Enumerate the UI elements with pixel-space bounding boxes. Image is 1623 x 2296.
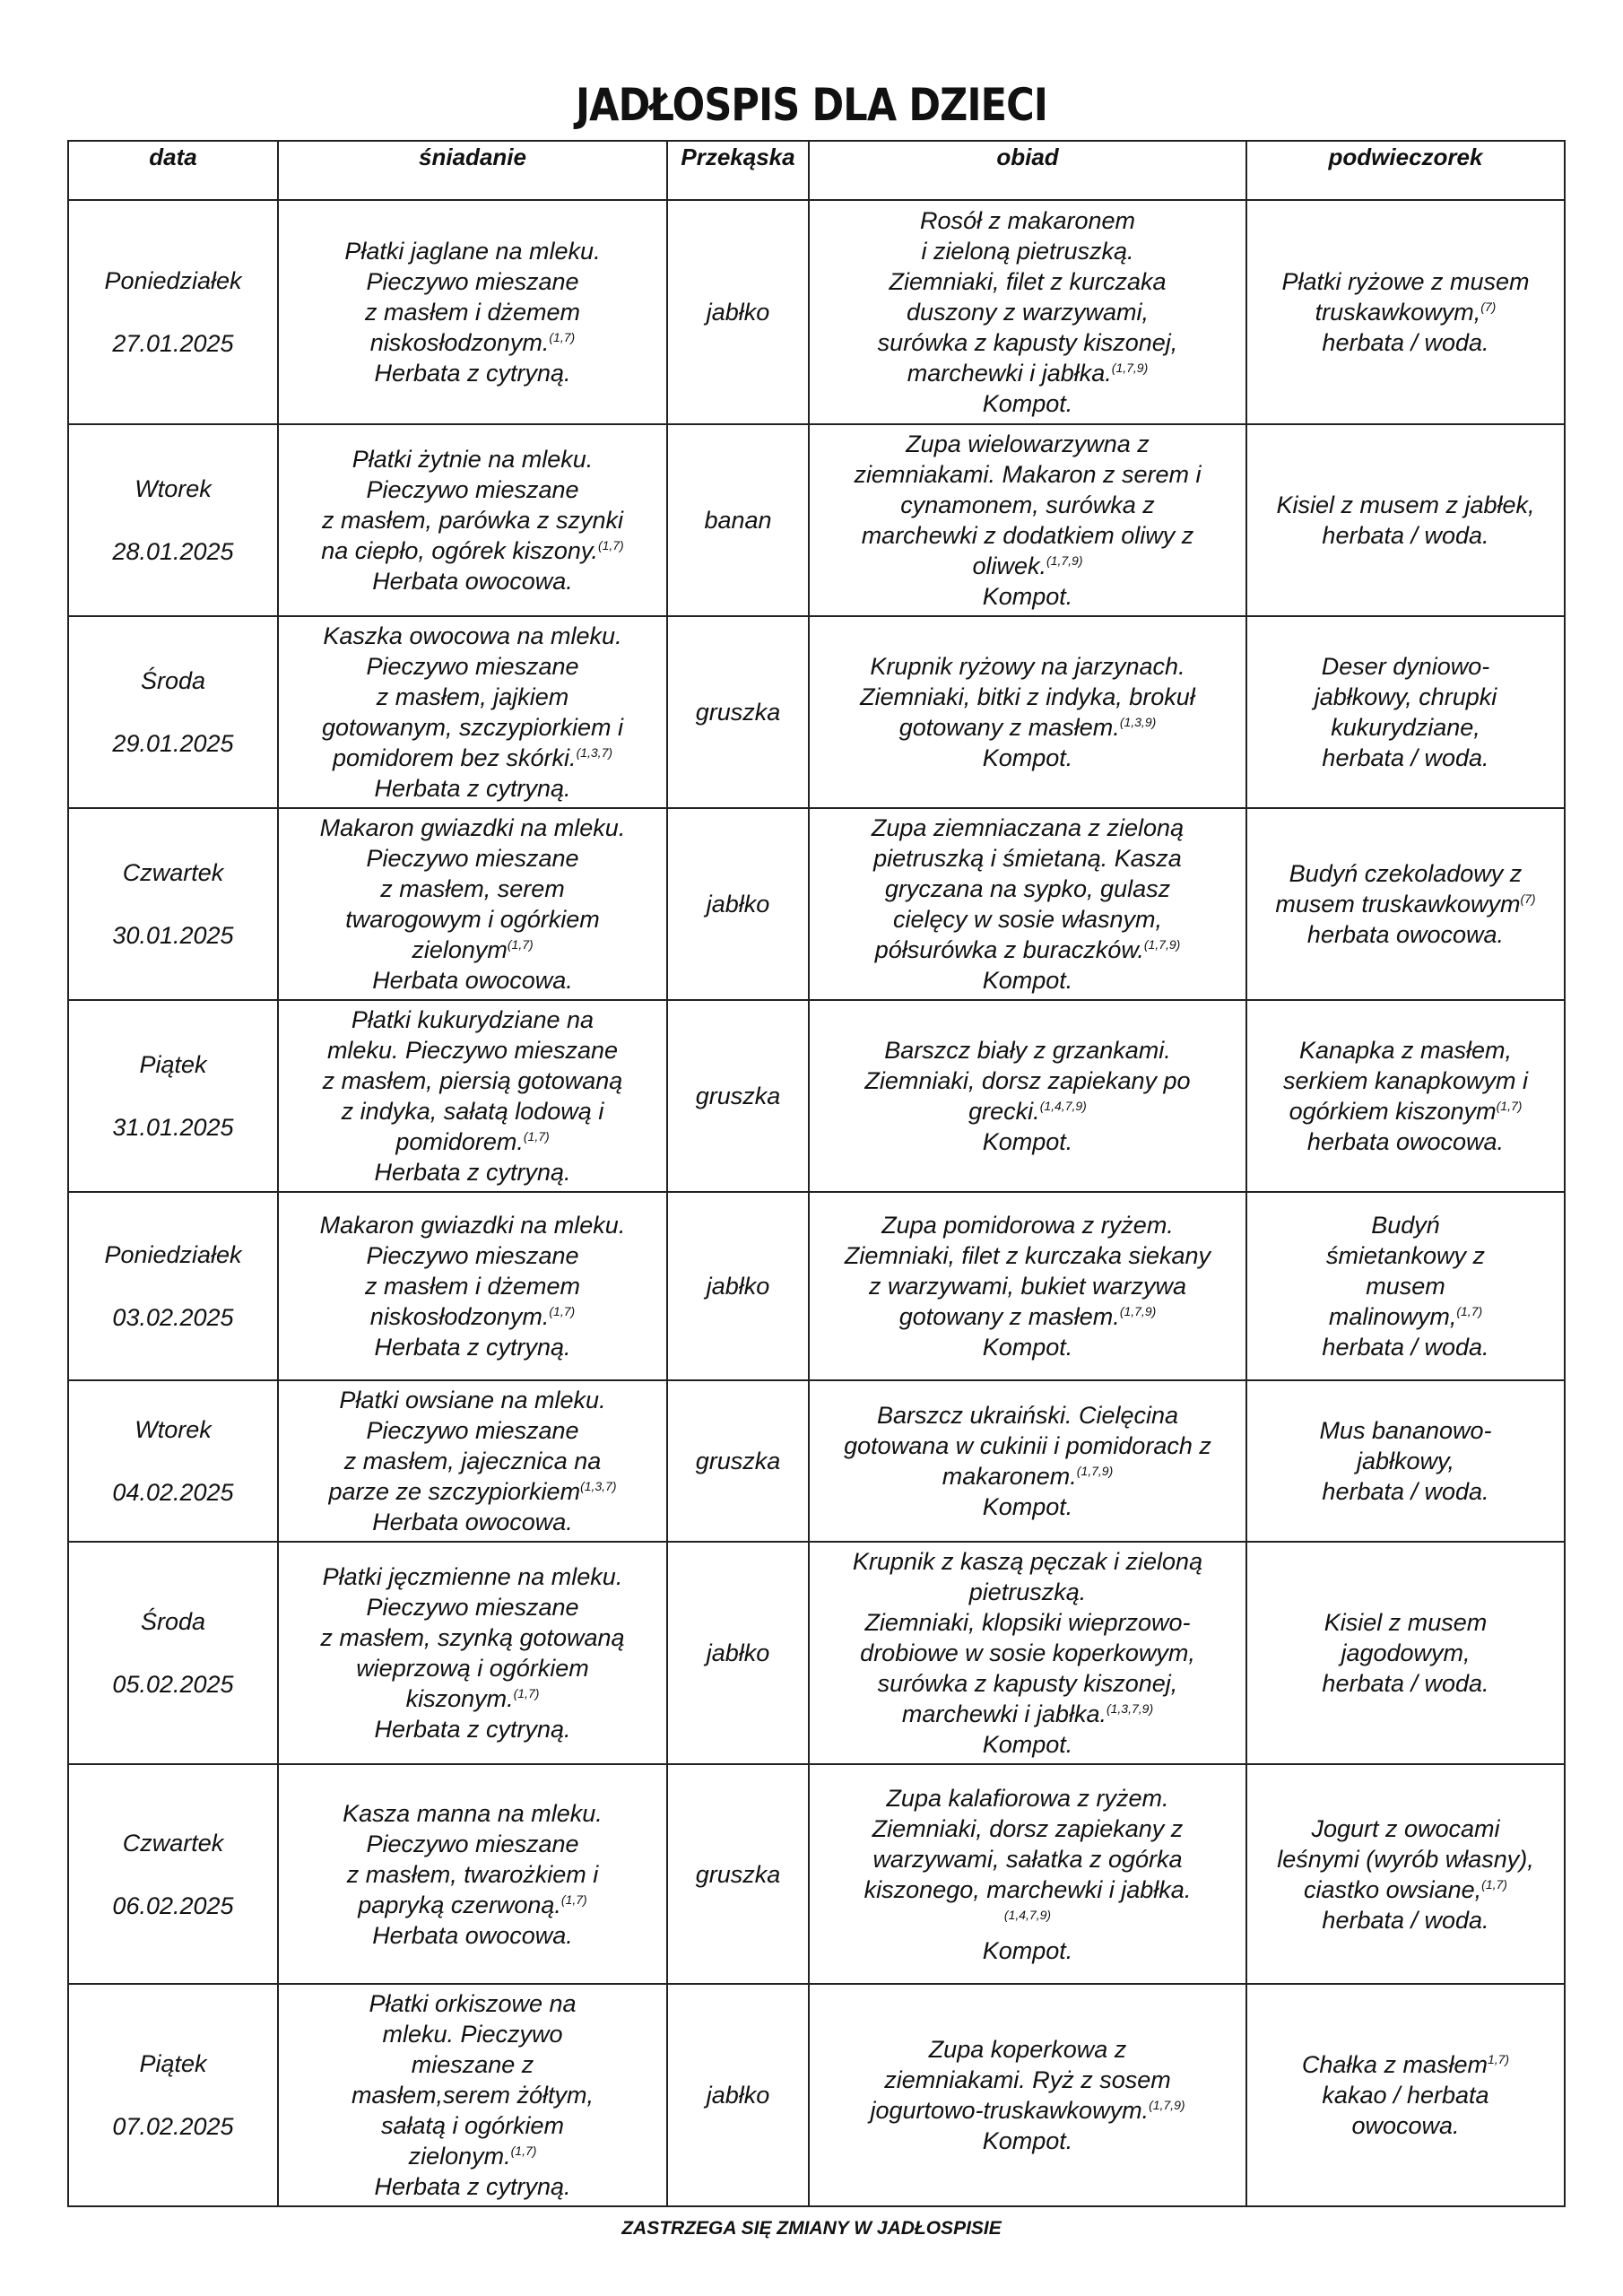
breakfast-line: Pieczywo mieszane (366, 1830, 579, 1857)
allergen-note: (1,4,7,9) (1039, 1099, 1087, 1113)
allergen-note: (1,7) (560, 1892, 587, 1907)
afternoon-cell (1246, 424, 1565, 616)
breakfast-line: Herbata z cytryną. (374, 2173, 571, 2200)
allergen-note: (1,7) (513, 1686, 540, 1700)
afternoon-line: herbata / woda. (1322, 522, 1489, 549)
lunch-line: Ziemniaki, bitki z indyka, brokuł (860, 683, 1195, 710)
lunch-line: marchewki i jabłka.$^{(1,3,7,9)}$ (901, 1700, 1154, 1727)
breakfast-line: Makaron gwiazdki na mleku. (319, 1212, 626, 1239)
afternoon-cell (1246, 200, 1565, 424)
table-row (68, 424, 1565, 616)
afternoon-cell (1246, 1380, 1565, 1542)
lunch-line: kiszonego, marchewki i jabłka. (864, 1875, 1192, 1903)
lunch-line: z warzywami, bukiet warzywa (868, 1273, 1187, 1300)
day-name: Piątek (139, 1051, 207, 1078)
allergen-note: (1,7) (1496, 1099, 1523, 1113)
day-name: Środa (140, 667, 206, 694)
lunch-cell (809, 1192, 1246, 1380)
afternoon-cell (1246, 1192, 1565, 1380)
breakfast-line: niskosłodzonym.$^{(1,7)}$ (369, 1303, 576, 1330)
allergen-note: (1,3,7,9) (1106, 1701, 1154, 1716)
lunch-line: Zupa kalafiorowa z ryżem. (886, 1784, 1169, 1812)
day-cell (68, 1380, 278, 1542)
header-date: data (68, 141, 278, 200)
lunch-line: Kompot. (982, 1493, 1073, 1520)
afternoon-line: śmietankowy z (1325, 1242, 1486, 1269)
breakfast-line: papryką czerwoną.$^{(1,7)}$ (358, 1891, 587, 1918)
lunch-line: grecki.$^{(1,4,7,9)}$ (968, 1098, 1087, 1125)
breakfast-line: masłem,serem żółtym, (351, 2082, 595, 2109)
breakfast-cell (278, 424, 667, 616)
table-row (68, 1380, 1565, 1542)
allergen-note: (1,3,9) (1119, 715, 1157, 729)
lunch-line: ziemniakami. Makaron z serem i (854, 461, 1202, 488)
breakfast-line: Płatki orkiszowe na (369, 1990, 577, 2017)
allergen-note: (1,7,9) (1046, 553, 1083, 568)
breakfast-line: niskosłodzonym.$^{(1,7)}$ (369, 329, 576, 356)
lunch-line: Zupa koperkowa z (928, 2036, 1127, 2063)
day-cell (68, 1984, 278, 2206)
lunch-line: Kompot. (982, 390, 1073, 417)
lunch-line: pietruszką. (968, 1578, 1087, 1605)
breakfast-line: mleku. Pieczywo mieszane (326, 1037, 619, 1064)
afternoon-cell (1246, 1764, 1565, 1984)
lunch-line: i zieloną pietruszką. (921, 238, 1134, 265)
allergen-note: (7) (1520, 891, 1536, 906)
allergen-note: (1,7) (523, 1129, 550, 1144)
day-date: 29.01.2025 (112, 730, 234, 757)
day-date: 27.01.2025 (112, 330, 234, 357)
snack-cell: jabłko (667, 1984, 809, 2206)
lunch-cell (809, 200, 1246, 424)
breakfast-line: Herbata z cytryną. (374, 1159, 571, 1186)
lunch-line: Kompot. (982, 1334, 1073, 1361)
afternoon-line: herbata / woda. (1322, 744, 1489, 771)
snack-cell: jabłko (667, 1542, 809, 1764)
table-row (68, 1192, 1565, 1380)
lunch-cell (809, 1764, 1246, 1984)
afternoon-line: malinowym,$^{(1,7)}$ (1328, 1303, 1483, 1330)
day-cell (68, 200, 278, 424)
breakfast-line: sałatą i ogórkiem (380, 2112, 565, 2139)
breakfast-cell (278, 616, 667, 808)
afternoon-line: Chałka z masłem$^{1,7)}$ (1301, 2051, 1510, 2078)
afternoon-line: Jogurt z owocami (1311, 1814, 1500, 1842)
breakfast-line: Herbata z cytryną. (374, 1334, 571, 1361)
breakfast-line: z masłem, serem (380, 875, 565, 902)
breakfast-cell (278, 808, 667, 1000)
lunch-cell (809, 1380, 1246, 1542)
lunch-cell (809, 1542, 1246, 1764)
lunch-line: drobiowe w sosie koperkowym, (860, 1639, 1195, 1666)
breakfast-cell (278, 200, 667, 424)
breakfast-line: mieszane z (411, 2051, 534, 2078)
day-date: 05.02.2025 (112, 1671, 234, 1698)
header-breakfast: śniadanie (278, 141, 667, 200)
breakfast-line: z masłem i dżemem (364, 1273, 581, 1300)
afternoon-line: Deser dyniowo- (1321, 653, 1490, 680)
header-row (68, 141, 1565, 200)
afternoon-cell (1246, 808, 1565, 1000)
lunch-line: Ziemniaki, dorsz zapiekany z (872, 1814, 1184, 1842)
lunch-line: marchewki z dodatkiem oliwy z (861, 522, 1194, 549)
lunch-line: Barszcz biały z grzankami. (884, 1037, 1171, 1064)
afternoon-line: kukurydziane, (1331, 714, 1480, 741)
breakfast-line: Płatki jaglane na mleku. (344, 238, 601, 265)
snack-cell: jabłko (667, 808, 809, 1000)
lunch-line: surówka z kapusty kiszonej, (877, 329, 1178, 356)
breakfast-line: parze ze szczypiorkiem$^{(1,3,7)}$ (328, 1478, 617, 1505)
afternoon-line: Kisiel z musem z jabłek, (1276, 491, 1535, 518)
afternoon-cell (1246, 616, 1565, 808)
lunch-line: Kompot. (982, 1936, 1073, 1964)
breakfast-line: twarogowym i ogórkiem (345, 906, 600, 933)
day-date: 03.02.2025 (112, 1304, 234, 1331)
breakfast-line: wieprzową i ogórkiem (356, 1655, 589, 1682)
afternoon-line: herbata / woda. (1322, 329, 1489, 356)
lunch-line: Ziemniaki, filet z kurczaka (889, 268, 1167, 295)
afternoon-line: herbata / woda. (1322, 1478, 1489, 1505)
afternoon-line: Budyń (1371, 1212, 1440, 1239)
breakfast-line: Kaszka owocowa na mleku. (323, 622, 622, 649)
footer-note: ZASTRZEGA SIĘ ZMIANY W JADŁOSPISIE (621, 2218, 1002, 2239)
lunch-line: oliwek.$^{(1,7,9)}$ (972, 552, 1083, 579)
lunch-line: Kompot. (982, 1731, 1073, 1758)
day-name: Wtorek (135, 1416, 212, 1443)
page-title: JADŁOSPIS DLA DZIECI (576, 79, 1047, 131)
afternoon-line: musem (1366, 1273, 1445, 1300)
day-name: Środa (140, 1608, 206, 1635)
day-cell (68, 1000, 278, 1192)
lunch-line: Barszcz ukraiński. Cielęcina (876, 1402, 1179, 1429)
breakfast-line: Pieczywo mieszane (366, 1242, 579, 1269)
allergen-note: (1,7,9) (1143, 937, 1181, 952)
breakfast-line: pomidorem.$^{(1,7)}$ (395, 1128, 550, 1155)
afternoon-line: serkiem kanapkowym i (1282, 1067, 1529, 1094)
breakfast-line: zielonym$^{(1,7)}$ (412, 936, 534, 963)
allergen-note: (1,7,9) (1119, 1304, 1157, 1318)
lunch-line: Zupa wielowarzywna z (906, 430, 1150, 457)
breakfast-line: Herbata owocowa. (372, 568, 573, 595)
lunch-line (815, 1905, 1240, 1935)
lunch-line: półsurówka z buraczków.$^{(1,7,9)}$ (874, 936, 1181, 963)
day-cell (68, 808, 278, 1000)
snack-cell: gruszka (667, 1000, 809, 1192)
breakfast-cell (278, 1764, 667, 1984)
lunch-line: Krupnik z kaszą pęczak i zieloną (852, 1548, 1203, 1575)
breakfast-line: Pieczywo mieszane (366, 1594, 579, 1621)
header-afternoon: podwieczorek (1246, 141, 1565, 200)
breakfast-line: na ciepło, ogórek kiszony.$^{(1,7)}$ (321, 537, 624, 564)
breakfast-line: Płatki żytnie na mleku. (352, 446, 594, 473)
day-date: 30.01.2025 (112, 922, 234, 949)
afternoon-line: herbata owocowa. (1306, 1128, 1505, 1155)
table-row (68, 808, 1565, 1000)
lunch-line: Krupnik ryżowy na jarzynach. (870, 653, 1185, 680)
lunch-line: surówka z kapusty kiszonej, (877, 1670, 1178, 1697)
afternoon-line: truskawkowym,$^{(7)}$ (1315, 299, 1497, 326)
breakfast-cell (278, 1000, 667, 1192)
lunch-line: gotowany z masłem.$^{(1,7,9)}$ (898, 1303, 1157, 1330)
menu-body (68, 200, 1565, 2206)
lunch-line: cynamonem, surówka z (900, 491, 1155, 518)
breakfast-line: Herbata z cytryną. (374, 775, 571, 802)
afternoon-line: herbata owocowa. (1306, 921, 1505, 948)
lunch-line: Ziemniaki, filet z kurczaka siekany (844, 1242, 1211, 1269)
allergen-note: (7) (1480, 300, 1497, 314)
breakfast-line: Pieczywo mieszane (366, 476, 579, 503)
breakfast-line: Herbata owocowa. (372, 967, 573, 994)
day-name: Poniedziałek (104, 267, 242, 294)
breakfast-line: Herbata z cytryną. (374, 360, 571, 387)
allergen-note: (1,7) (510, 2144, 537, 2158)
lunch-line: Ziemniaki, klopsiki wieprzowo- (864, 1609, 1191, 1636)
table-row (68, 1542, 1565, 1764)
lunch-line: pietruszką i śmietaną. Kasza (873, 845, 1182, 872)
lunch-line: jogurtowo-truskawkowym.$^{(1,7,9)}$ (870, 2097, 1185, 2124)
lunch-line: gotowany z masłem.$^{(1,3,9)}$ (898, 714, 1157, 741)
breakfast-cell (278, 1192, 667, 1380)
breakfast-line: Płatki owsiane na mleku. (339, 1387, 606, 1413)
snack-cell: jabłko (667, 1192, 809, 1380)
breakfast-line: z masłem, twarożkiem i (346, 1860, 599, 1888)
lunch-line: warzywami, sałatka z ogórka (872, 1845, 1183, 1873)
lunch-line: makaronem.$^{(1,7,9)}$ (942, 1463, 1114, 1490)
breakfast-line: Makaron gwiazdki na mleku. (319, 814, 626, 841)
breakfast-cell (278, 1984, 667, 2206)
breakfast-line: Herbata owocowa. (372, 1509, 573, 1535)
allergen-note: (1,7) (1481, 1876, 1507, 1892)
lunch-line: Zupa ziemniaczana z zieloną (871, 814, 1185, 841)
afternoon-line: Kanapka z masłem, (1298, 1037, 1513, 1064)
lunch-line: duszony z warzywami, (906, 299, 1150, 326)
day-name: Wtorek (135, 475, 212, 502)
day-name: Czwartek (122, 1829, 224, 1857)
lunch-line: Kompot. (982, 967, 1073, 994)
breakfast-line: Pieczywo mieszane (366, 653, 579, 680)
table-row (68, 1984, 1565, 2206)
afternoon-line: herbata / woda. (1322, 1670, 1489, 1697)
table-row (68, 1764, 1565, 1984)
day-cell (68, 1192, 278, 1380)
lunch-line: gryczana na sypko, gulasz (884, 875, 1171, 902)
breakfast-line: z masłem, szynką gotowaną (320, 1624, 625, 1651)
header-snack: Przekąska (667, 141, 809, 200)
allergen-note: (1,4,7,9) (1003, 1907, 1052, 1922)
lunch-line: ziemniakami. Ryż z sosem (884, 2066, 1171, 2093)
afternoon-line: Płatki ryżowe z musem (1281, 268, 1530, 295)
afternoon-line: jagodowym, (1341, 1639, 1471, 1666)
afternoon-line: owocowa. (1351, 2112, 1460, 2139)
day-date: 28.01.2025 (112, 538, 234, 565)
allergen-note: (1,3,7) (576, 745, 613, 760)
day-name: Czwartek (122, 859, 224, 886)
lunch-line: Kompot. (982, 2127, 1073, 2154)
allergen-note: (1,7) (1456, 1304, 1483, 1318)
lunch-cell (809, 424, 1246, 616)
breakfast-line: z masłem, piersią gotowaną (322, 1067, 623, 1094)
lunch-cell (809, 808, 1246, 1000)
breakfast-line: pomidorem bez skórki.$^{(1,3,7)}$ (332, 744, 613, 771)
day-cell (68, 1542, 278, 1764)
afternoon-line: jabłkowy, (1356, 1448, 1455, 1474)
lunch-cell (809, 1984, 1246, 2206)
lunch-line: Ziemniaki, dorsz zapiekany po (864, 1067, 1191, 1094)
breakfast-line: Płatki jęczmienne na mleku. (322, 1563, 623, 1590)
breakfast-line: z masłem i dżemem (364, 299, 581, 326)
allergen-note: (1,7,9) (1149, 2098, 1185, 2112)
lunch-line: Rosół z makaronem (919, 207, 1136, 234)
afternoon-cell (1246, 1984, 1565, 2206)
breakfast-line: gotowanym, szczypiorkiem i (321, 714, 624, 741)
snack-cell: gruszka (667, 616, 809, 808)
table-row (68, 1000, 1565, 1192)
allergen-note: 1,7) (1487, 2052, 1510, 2066)
lunch-line: Kompot. (982, 1128, 1073, 1155)
afternoon-line: jabłkowy, chrupki (1314, 683, 1497, 710)
allergen-note: (1,3,7) (580, 1479, 617, 1493)
table-row (68, 616, 1565, 808)
allergen-note: (1,7) (597, 538, 624, 552)
breakfast-line: z masłem, parówka z szynki (321, 507, 624, 534)
day-cell (68, 424, 278, 616)
breakfast-cell (278, 1542, 667, 1764)
day-cell (68, 616, 278, 808)
snack-cell: gruszka (667, 1764, 809, 1984)
snack-cell: jabłko (667, 200, 809, 424)
header-lunch: obiad (809, 141, 1246, 200)
allergen-note: (1,7) (549, 1304, 576, 1318)
afternoon-line: Kisiel z musem (1324, 1609, 1488, 1636)
breakfast-line: Pieczywo mieszane (366, 845, 579, 872)
breakfast-line: zielonym.$^{(1,7)}$ (408, 2143, 537, 2170)
allergen-note: (1,7,9) (1076, 1464, 1114, 1478)
lunch-cell (809, 616, 1246, 808)
afternoon-cell (1246, 1000, 1565, 1192)
lunch-cell (809, 1000, 1246, 1192)
afternoon-line: herbata / woda. (1322, 1334, 1489, 1361)
lunch-line: Kompot. (982, 744, 1073, 771)
lunch-line: Zupa pomidorowa z ryżem. (881, 1212, 1174, 1239)
afternoon-line: ogórkiem kiszonym$^{(1,7)}$ (1289, 1098, 1523, 1125)
breakfast-line: z masłem, jajecznica na (343, 1448, 602, 1474)
day-cell (68, 1764, 278, 1984)
afternoon-line: herbata / woda. (1322, 1906, 1489, 1934)
day-date: 06.02.2025 (112, 1892, 234, 1919)
breakfast-line: z masłem, jajkiem (376, 683, 569, 710)
table-row (68, 200, 1565, 424)
lunch-line: cielęcy w sosie własnym, (892, 906, 1163, 933)
menu-table (67, 140, 1566, 2207)
afternoon-line: Mus bananowo- (1319, 1417, 1492, 1444)
breakfast-line: Herbata owocowa. (372, 1921, 573, 1949)
breakfast-line: Płatki kukurydziane na (351, 1006, 595, 1033)
breakfast-cell (278, 1380, 667, 1542)
snack-cell: banan (667, 424, 809, 616)
day-date: 07.02.2025 (112, 2113, 234, 2140)
day-name: Poniedziałek (104, 1241, 242, 1268)
day-date: 04.02.2025 (112, 1479, 234, 1506)
afternoon-cell (1246, 1542, 1565, 1764)
breakfast-line: z indyka, sałatą lodową i (341, 1098, 604, 1125)
snack-cell: gruszka (667, 1380, 809, 1542)
lunch-line: gotowana w cukinii i pomidorach z (844, 1432, 1211, 1459)
breakfast-line: Pieczywo mieszane (366, 1417, 579, 1444)
allergen-note: (1,7) (549, 330, 576, 344)
afternoon-line: ciastko owsiane,$^{(1,7)}$ (1304, 1875, 1507, 1903)
breakfast-line: Herbata z cytryną. (374, 1716, 571, 1743)
afternoon-line: kakao / herbata (1322, 2082, 1489, 2109)
lunch-line: marchewki i jabłka.$^{(1,7,9)}$ (907, 360, 1149, 387)
afternoon-line: leśnymi (wyrób własny), (1277, 1845, 1534, 1873)
afternoon-line: musem truskawkowym$^{(7)}$ (1275, 891, 1536, 918)
breakfast-line: Pieczywo mieszane (366, 268, 579, 295)
allergen-note: (1,7) (507, 937, 534, 952)
lunch-line: Kompot. (982, 583, 1073, 610)
breakfast-line: mleku. Pieczywo (382, 2021, 563, 2048)
day-name: Piątek (139, 2050, 207, 2077)
allergen-note: (1,7,9) (1111, 361, 1149, 375)
breakfast-line: Kasza manna na mleku. (343, 1799, 603, 1827)
breakfast-line: kiszonym.$^{(1,7)}$ (405, 1685, 540, 1712)
afternoon-line: Budyń czekoladowy z (1289, 860, 1523, 887)
day-date: 31.01.2025 (112, 1114, 234, 1141)
